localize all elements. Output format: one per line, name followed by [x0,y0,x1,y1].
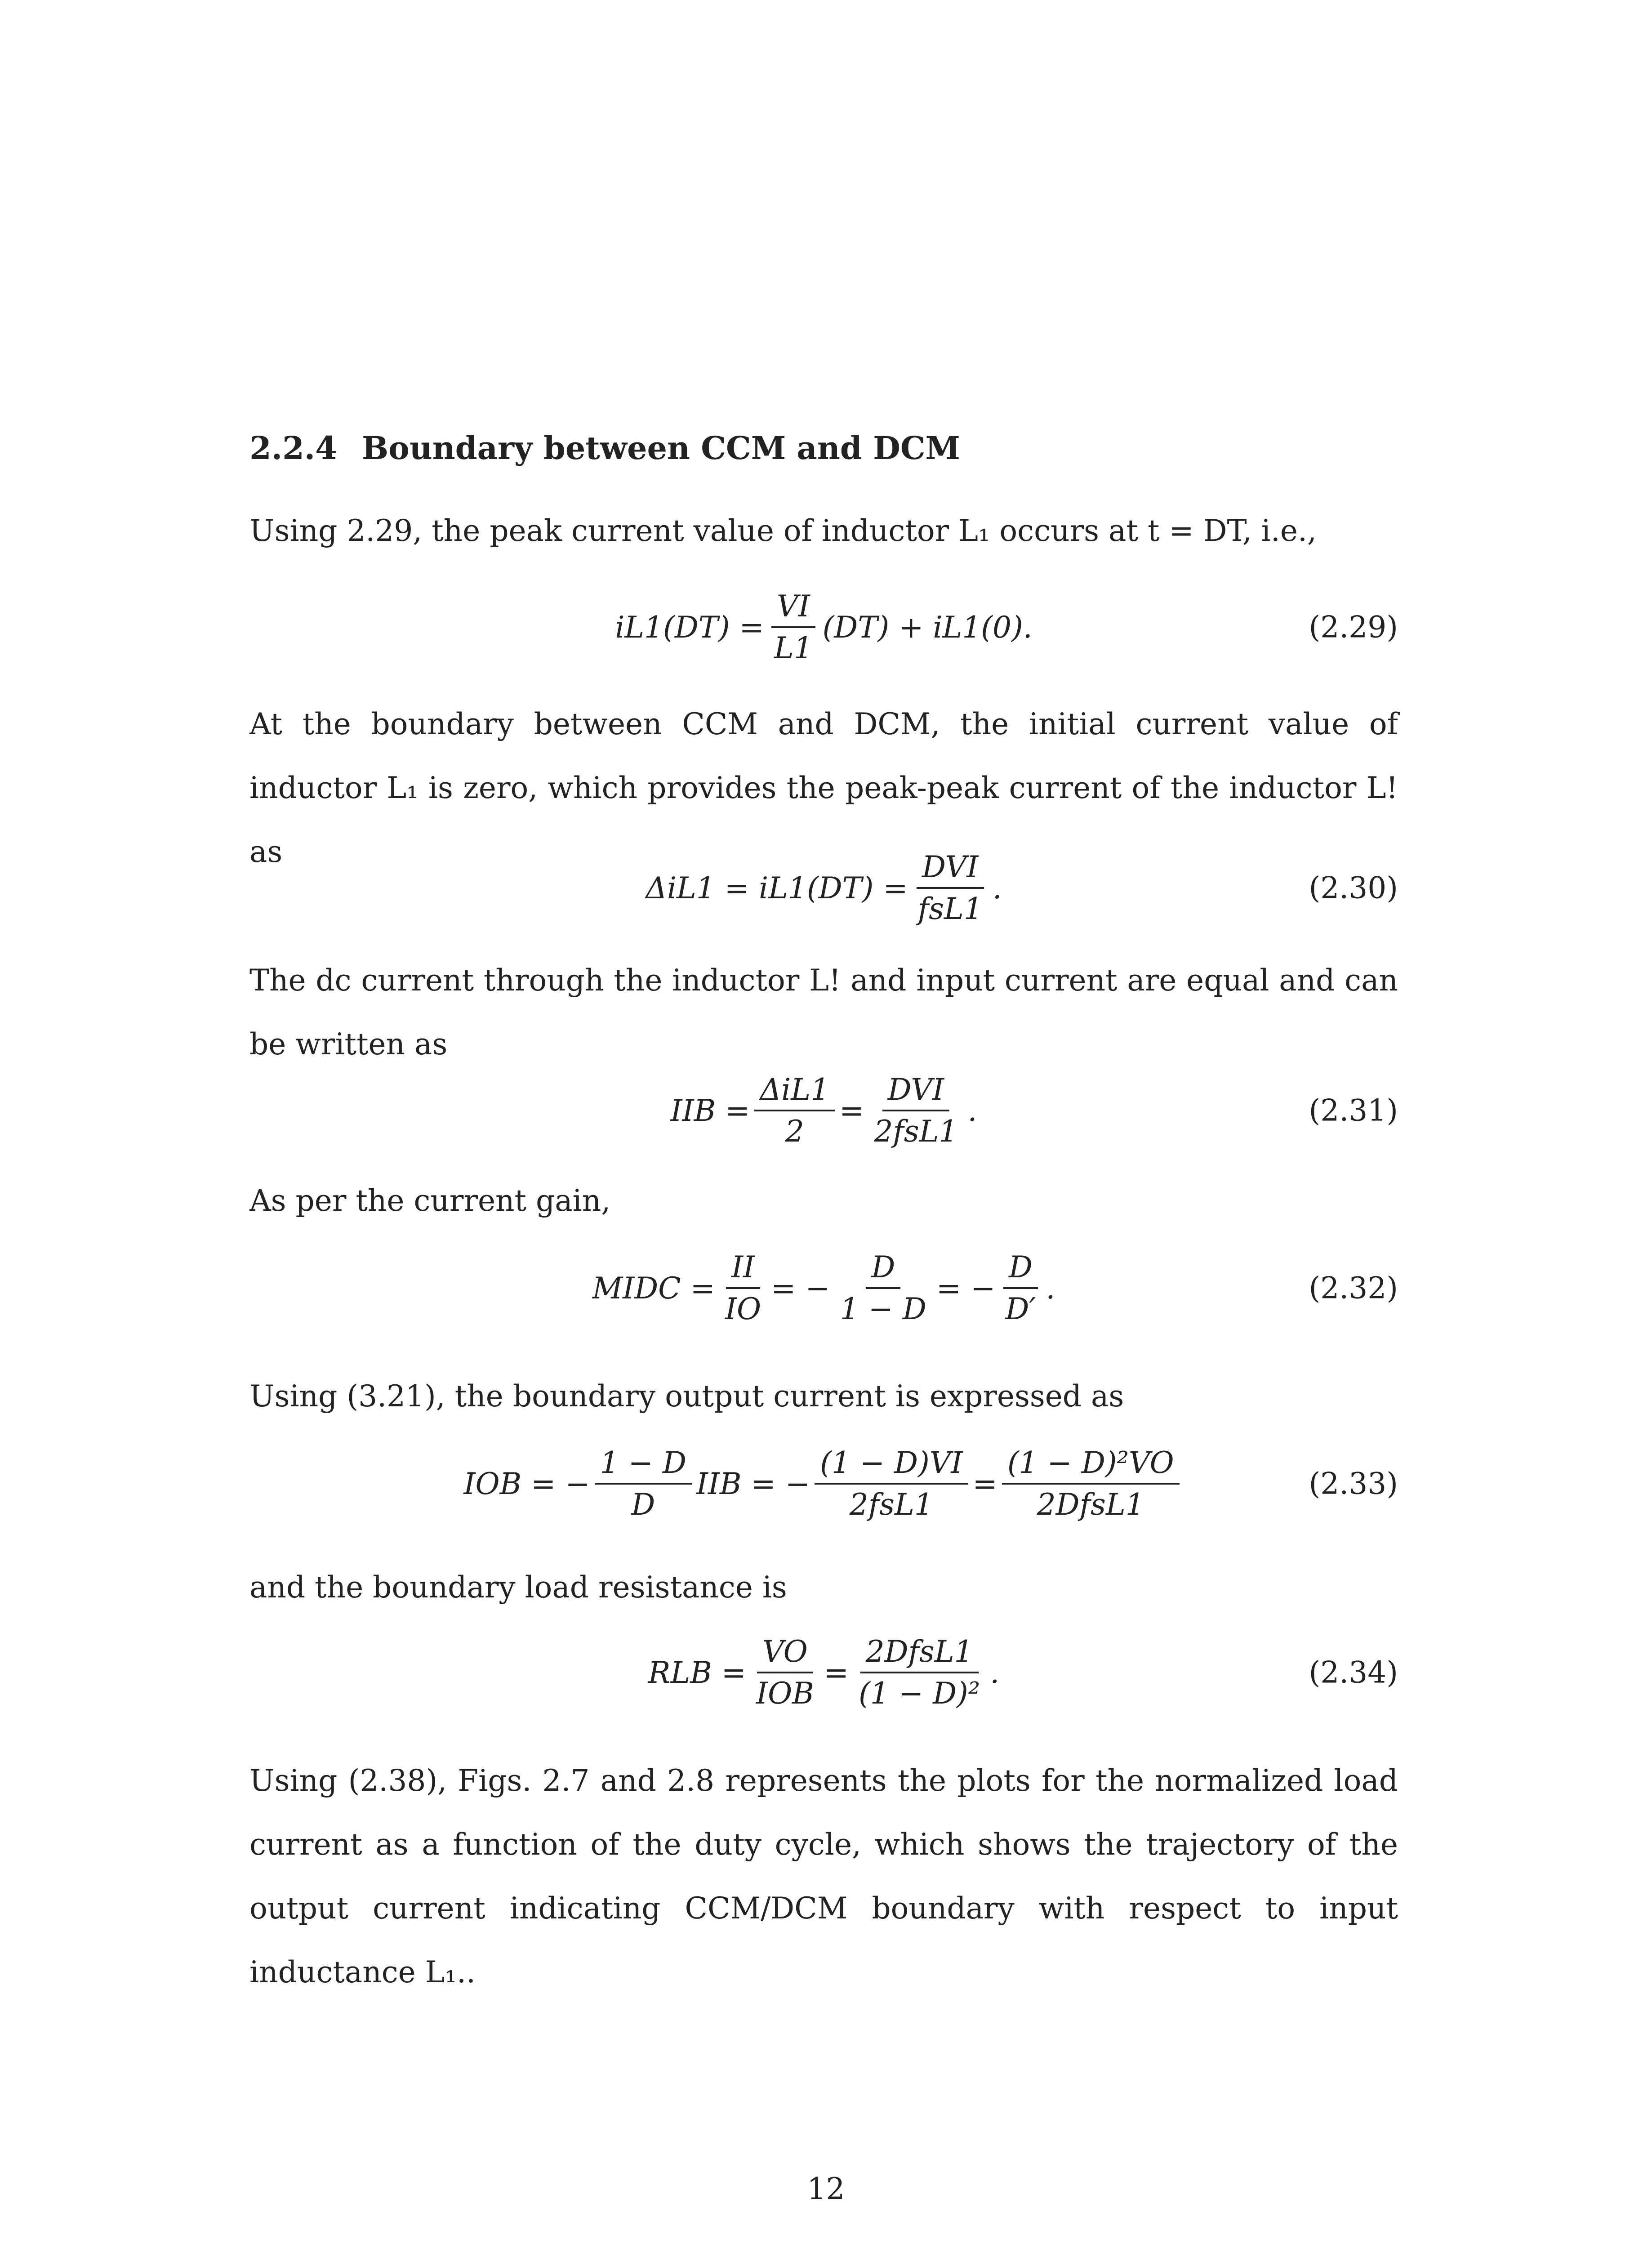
eq-lhs: IOB = − [463,1466,590,1501]
fraction [913,850,988,926]
paragraph-2: At the boundary between CCM and DCM, the initial current value of inductor L₁ is zero, which provides the peak-peak current of the inductor L! as [249,707,1398,869]
paragraph-7: Using (2.38), Figs. 2.7 and 2.8 represents the plots for the normalized load current as a function of the duty cycle, which shows the trajectory of the output current indicating CCM/DCM boundary with respect to input inductance L₁.. [249,1763,1398,1989]
denominator: D′ [1005,1292,1036,1326]
equation-2-31 [249,1052,1398,1169]
eq-operator: = [839,1093,864,1128]
denominator: fsL1 [917,892,983,926]
fraction [751,1634,819,1711]
equation-number: (2.32) [1309,1271,1398,1306]
denominator: IO [725,1292,761,1326]
fraction [1000,1250,1042,1326]
fraction [1002,1445,1180,1522]
eq-operator: = − [936,1271,996,1306]
section-number: 2.2.4 [249,429,337,467]
eq-lhs: IIB = [670,1093,750,1128]
fraction [754,1072,835,1149]
numerator: (1 − D)VI [815,1445,968,1485]
paragraph-6: and the boundary load resistance is [249,1570,787,1605]
denominator: IOB [756,1676,814,1711]
denominator: 2 [785,1114,804,1149]
fraction [815,1445,968,1522]
paragraph-5: Using (3.21), the boundary output current is expressed as [249,1379,1124,1414]
eq-rhs: . [1046,1271,1055,1306]
fraction [769,589,818,665]
equation-2-29 [249,569,1398,686]
paragraph-3: The dc current through the inductor L! and input current are equal and can be written as [249,963,1398,1062]
denominator: L1 [774,631,813,665]
fraction [853,1634,985,1711]
eq-rhs: (DT) + iL1(0). [822,610,1033,645]
section-title: Boundary between CCM and DCM [362,429,961,467]
equation-number: (2.33) [1309,1466,1398,1501]
numerator: DVI [882,1072,950,1111]
eq-operator: = [824,1655,849,1690]
eq-lhs: ΔiL1 = iL1(DT) = [646,870,908,905]
numerator: VO [757,1634,813,1673]
denominator: (1 − D)² [859,1676,980,1711]
equation-number: (2.34) [1309,1655,1398,1690]
fraction [835,1250,932,1326]
equation-2-34 [249,1614,1398,1731]
eq-rhs: . [990,1655,1000,1690]
eq-operator: = − [771,1271,830,1306]
denominator: 2fsL1 [849,1487,933,1522]
equation-number: (2.29) [1309,610,1398,645]
eq-lhs: RLB = [648,1655,747,1690]
fraction [720,1250,766,1326]
fraction [868,1072,963,1149]
paragraph-4: As per the current gain, [249,1183,611,1218]
eq-lhs: iL1(DT) = [615,610,764,645]
page-number: 12 [807,2172,845,2206]
numerator: D [1003,1250,1038,1289]
numerator: ΔiL1 [754,1072,835,1111]
equation-2-33 [249,1425,1398,1542]
section-heading [249,429,960,467]
denominator: 2DfsL1 [1037,1487,1144,1522]
denominator: 1 − D [840,1292,926,1326]
paragraph-1: Using 2.29, the peak current value of inductor L₁ occurs at t = DT, i.e., [249,513,1317,548]
eq-operator: IIB = − [696,1466,810,1501]
eq-rhs: . [967,1093,977,1128]
eq-lhs: MIDC = [592,1271,715,1306]
numerator: D [866,1250,900,1289]
eq-rhs: . [992,870,1002,905]
equation-number: (2.31) [1309,1093,1398,1128]
eq-operator: = [972,1466,997,1501]
numerator: (1 − D)²VO [1002,1445,1180,1485]
equation-2-32 [249,1230,1398,1347]
equation-2-30 [249,830,1398,946]
equation-number: (2.30) [1309,870,1398,905]
numerator: DVI [917,850,984,889]
numerator: 1 − D [595,1445,692,1485]
denominator: 2fsL1 [874,1114,958,1149]
denominator: D [631,1487,655,1522]
numerator: II [726,1250,760,1289]
numerator: 2DfsL1 [860,1634,979,1673]
numerator: VI [771,589,815,628]
fraction [595,1445,692,1522]
